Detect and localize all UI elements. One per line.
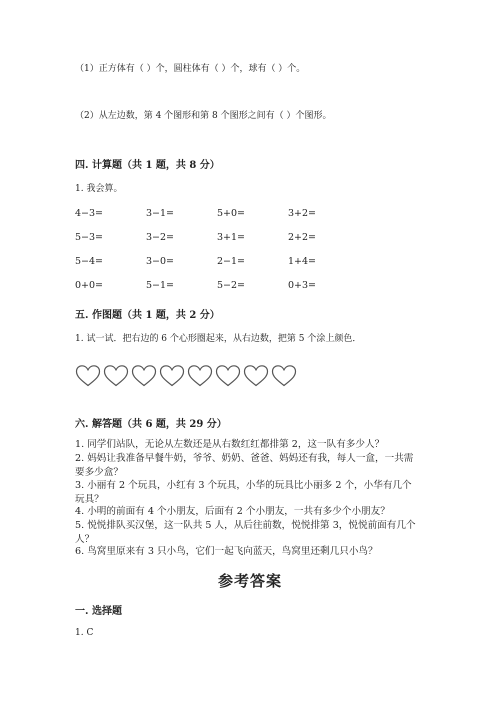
fill-blank-q2: （2）从左边数，第 4 个图形和第 8 个图形之间有（ ）个图形。 <box>75 111 332 121</box>
answer-1: 1. C <box>75 628 94 638</box>
heart-icon <box>243 364 269 388</box>
section5-q1: 1. 试一试．把右边的 6 个心形圈起来，从右边数，把第 5 个涂上颜色． <box>75 334 362 344</box>
calc-r2-c1: 5−3= <box>75 232 104 243</box>
calc-r1-c3: 5+0= <box>217 208 246 219</box>
calc-r1-c4: 3+2= <box>288 208 317 219</box>
heart-icon <box>75 364 101 388</box>
calc-r3-c2: 3−0= <box>146 256 175 267</box>
calc-r4-c4: 0+3= <box>288 280 317 291</box>
section6-q1: 1. 同学们站队，无论从左数还是从右数红红都排第 2，这一队有多少人？ <box>75 439 385 450</box>
calc-r3-c3: 2−1= <box>217 256 246 267</box>
heart-icon <box>103 364 129 388</box>
calc-r4-c3: 5−2= <box>217 280 246 291</box>
section6-q2: 2. 妈妈让我准备早餐牛奶，爷爷、奶奶、爸爸、妈妈还有我，每人一盒，一共需要多少盒？ <box>75 453 414 478</box>
calc-r2-c4: 2+2= <box>288 232 317 243</box>
section6-q3: 3. 小丽有 2 个玩具，小红有 3 个玩具，小华的玩具比小丽多 2 个，小华有几个玩具？ <box>75 480 412 505</box>
heart-icon <box>159 364 185 388</box>
fill-blank-q1: （1）正方体有（ ）个，圆柱体有（ ）个，球有（ ）个。 <box>75 64 306 74</box>
heart-icon <box>215 364 241 388</box>
answers-title: 参考答案 <box>217 572 282 590</box>
heart-icon <box>271 364 297 388</box>
heart-row <box>75 364 315 390</box>
calc-r1-c1: 4−3= <box>75 208 104 219</box>
calc-r3-c1: 5−4= <box>75 256 104 267</box>
calc-r2-c2: 3−2= <box>146 232 175 243</box>
heart-icon <box>187 364 213 388</box>
section4-title: 四. 计算题（共 1 题，共 8 分） <box>75 160 220 171</box>
calc-r4-c2: 5−1= <box>146 280 175 291</box>
answers-section1-title: 一. 选择题 <box>75 606 122 617</box>
section6-title: 六. 解答题（共 6 题，共 29 分） <box>75 419 227 430</box>
heart-icon <box>131 364 157 388</box>
section6-q6: 6. 鸟窝里原来有 3 只小鸟，它们一起飞向蓝天，鸟窝里还剩几只小鸟？ <box>75 546 378 557</box>
section6-q4: 4. 小明的前面有 4 个小朋友，后面有 2 个小朋友，一共有多少个小朋友？ <box>75 506 390 517</box>
section4-q1: 1. 我会算。 <box>75 184 123 194</box>
calc-r2-c3: 3+1= <box>217 232 246 243</box>
calc-r3-c4: 1+4= <box>288 256 317 267</box>
calc-r4-c1: 0+0= <box>75 280 104 291</box>
section6-q5: 5. 悦悦排队买汉堡，这一队共 5 人，从后往前数，悦悦排第 3，悦悦前面有几个人？ <box>75 520 416 545</box>
section5-title: 五. 作图题（共 1 题，共 2 分） <box>75 310 220 321</box>
calc-r1-c2: 3−1= <box>146 208 175 219</box>
